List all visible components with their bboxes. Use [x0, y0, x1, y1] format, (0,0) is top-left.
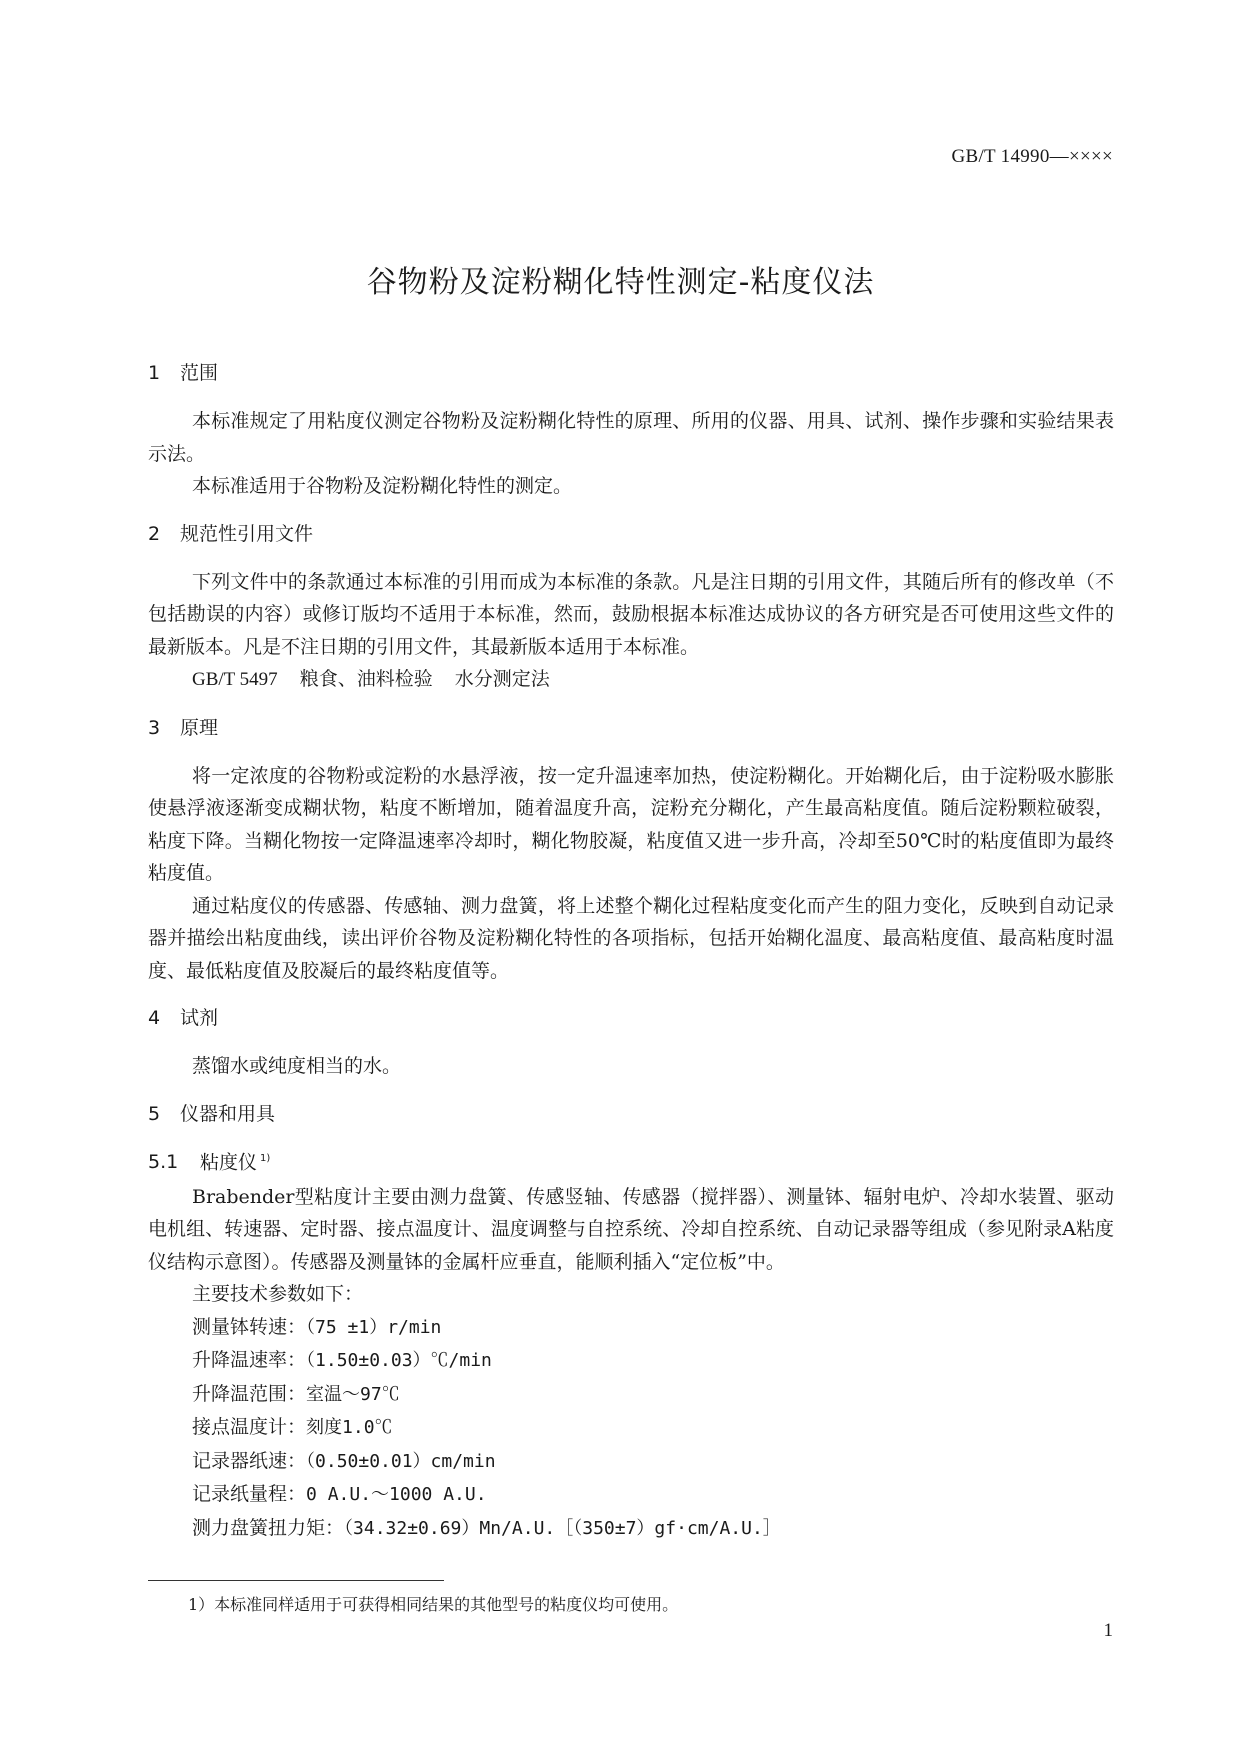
- page-number: 1: [1103, 1620, 1113, 1641]
- document-title: 谷物粉及淀粉糊化特性测定-粘度仪法: [366, 265, 875, 300]
- section-heading: [148, 1005, 1114, 1031]
- parameter-label: 记录纸量程：: [192, 1483, 307, 1506]
- subsection-number: 5.1: [148, 1150, 179, 1173]
- document-body: [148, 360, 1114, 1563]
- paragraph: Brabender型粘度计主要由测力盘簧、传感竖轴、传感器（搅拌器）、测量钵、辐射电炉、冷却水装置、驱动电机组、转速器、定时器、接点温度计、温度调整与自控系统、冷却自控系统、自动记录器等组成（参见附录A粘度仪结构示意图）。传感器及测量钵的金属杆应垂直，能顺利插入“定位板”中。: [148, 1185, 1114, 1273]
- parameter-value: （0.50±0.01）cm/min: [306, 1450, 496, 1472]
- parameter-value: 刻度1.0℃: [306, 1417, 393, 1439]
- paragraph: 本标准规定了用粘度仪测定谷物粉及淀粉糊化特性的原理、所用的仪器、用具、试剂、操作步骤和实验结果表示法。: [148, 410, 1114, 465]
- footnote-divider: [148, 1580, 444, 1581]
- parameter-row: [148, 1344, 1114, 1378]
- parameter-value: 室温～97℃: [306, 1383, 400, 1405]
- reference-title-part: 水分测定法: [454, 668, 550, 690]
- params-intro: 主要技术参数如下：: [192, 1283, 364, 1306]
- paragraph: 将一定浓度的谷物粉或淀粉的水悬浮液，按一定升温速率加热，使淀粉糊化。开始糊化后，由于淀粉吸水膨胀使悬浮液逐渐变成糊状物，粘度不断增加，随着温度升高，淀粉充分糊化，产生最高粘度值。随后淀粉颗粒破裂，粘度下降。当糊化物按一定降温速率冷却时，糊化物胶凝，粘度值又进一步升高，冷却至50℃时的粘度值即为最终粘度值。: [148, 764, 1114, 884]
- subsection-title: 粘度仪: [200, 1150, 258, 1173]
- parameter-value: （75 ±1）r/min: [306, 1316, 442, 1338]
- paragraph: 本标准适用于谷物粉及淀粉糊化特性的测定。: [192, 475, 573, 497]
- section-number: 3: [148, 716, 161, 739]
- section-heading: [148, 1101, 1114, 1127]
- reference-entry: [148, 663, 1114, 697]
- section-heading: [148, 521, 1114, 547]
- section-title: 规范性引用文件: [180, 522, 314, 545]
- section-number: 2: [148, 522, 161, 545]
- reference-code: GB/T 5497: [192, 669, 278, 690]
- paragraph: 通过粘度仪的传感器、传感轴、测力盘簧，将上述整个糊化过程粘度变化而产生的阻力变化，反映到自动记录器并描绘出粘度曲线，读出评价谷物及淀粉糊化特性的各项指标，包括开始糊化温度、最高粘度值、最高粘度时温度、最低粘度值及胶凝后的最终粘度值等。: [148, 894, 1114, 982]
- subsection-heading: [148, 1146, 1114, 1175]
- standard-number: GB/T 14990—××××: [951, 146, 1113, 167]
- parameter-label: 测量钵转速：: [192, 1315, 307, 1338]
- section-title: 范围: [180, 362, 219, 384]
- parameter-row: [148, 1378, 1114, 1412]
- section-principle: [148, 715, 1114, 988]
- section-title: 试剂: [180, 1007, 219, 1029]
- parameter-value: 0 A.U.～1000 A.U.: [306, 1484, 487, 1506]
- parameter-row: [148, 1411, 1114, 1445]
- parameter-label: 测力盘簧扭力矩：: [192, 1516, 345, 1539]
- parameter-row: [148, 1478, 1114, 1512]
- section-reagents: [148, 1005, 1114, 1083]
- section-apparatus: [148, 1101, 1114, 1546]
- footnote-reference: 1): [260, 1152, 271, 1164]
- parameter-list: [148, 1311, 1114, 1546]
- section-heading: [148, 715, 1114, 741]
- parameter-label: 记录器纸速：: [192, 1449, 307, 1472]
- parameter-label: 接点温度计：: [192, 1416, 307, 1439]
- section-normative-references: [148, 521, 1114, 697]
- parameter-row: [148, 1512, 1114, 1546]
- footnote: 1）本标准同样适用于可获得相同结果的其他型号的粘度仪均可使用。: [188, 1595, 679, 1614]
- section-number: 1: [148, 362, 161, 384]
- section-title: 仪器和用具: [180, 1102, 276, 1125]
- section-number: 4: [148, 1007, 161, 1029]
- paragraph: 蒸馏水或纯度相当的水。: [192, 1055, 402, 1077]
- parameter-row: [148, 1311, 1114, 1345]
- parameter-label: 升降温范围：: [192, 1382, 307, 1405]
- parameter-label: 升降温速率：: [192, 1349, 307, 1372]
- section-heading: [148, 360, 1114, 386]
- parameter-value: （1.50±0.03）℃/min: [306, 1350, 492, 1372]
- section-scope: [148, 360, 1114, 503]
- section-number: 5: [148, 1102, 161, 1125]
- parameter-row: [148, 1445, 1114, 1479]
- reference-title-part: 粮食、油料检验: [299, 668, 433, 690]
- paragraph: 下列文件中的条款通过本标准的引用而成为本标准的条款。凡是注日期的引用文件，其随后所有的修改单（不包括勘误的内容）或修订版均不适用于本标准，然而，鼓励根据本标准达成协议的各方研究是否可使用这些文件的最新版本。凡是不注日期的引用文件，其最新版本适用于本标准。: [148, 570, 1114, 658]
- parameter-value: （34.32±0.69）Mn/A.U.［（350±7）gf·cm/A.U.］: [344, 1517, 781, 1539]
- section-title: 原理: [180, 716, 219, 739]
